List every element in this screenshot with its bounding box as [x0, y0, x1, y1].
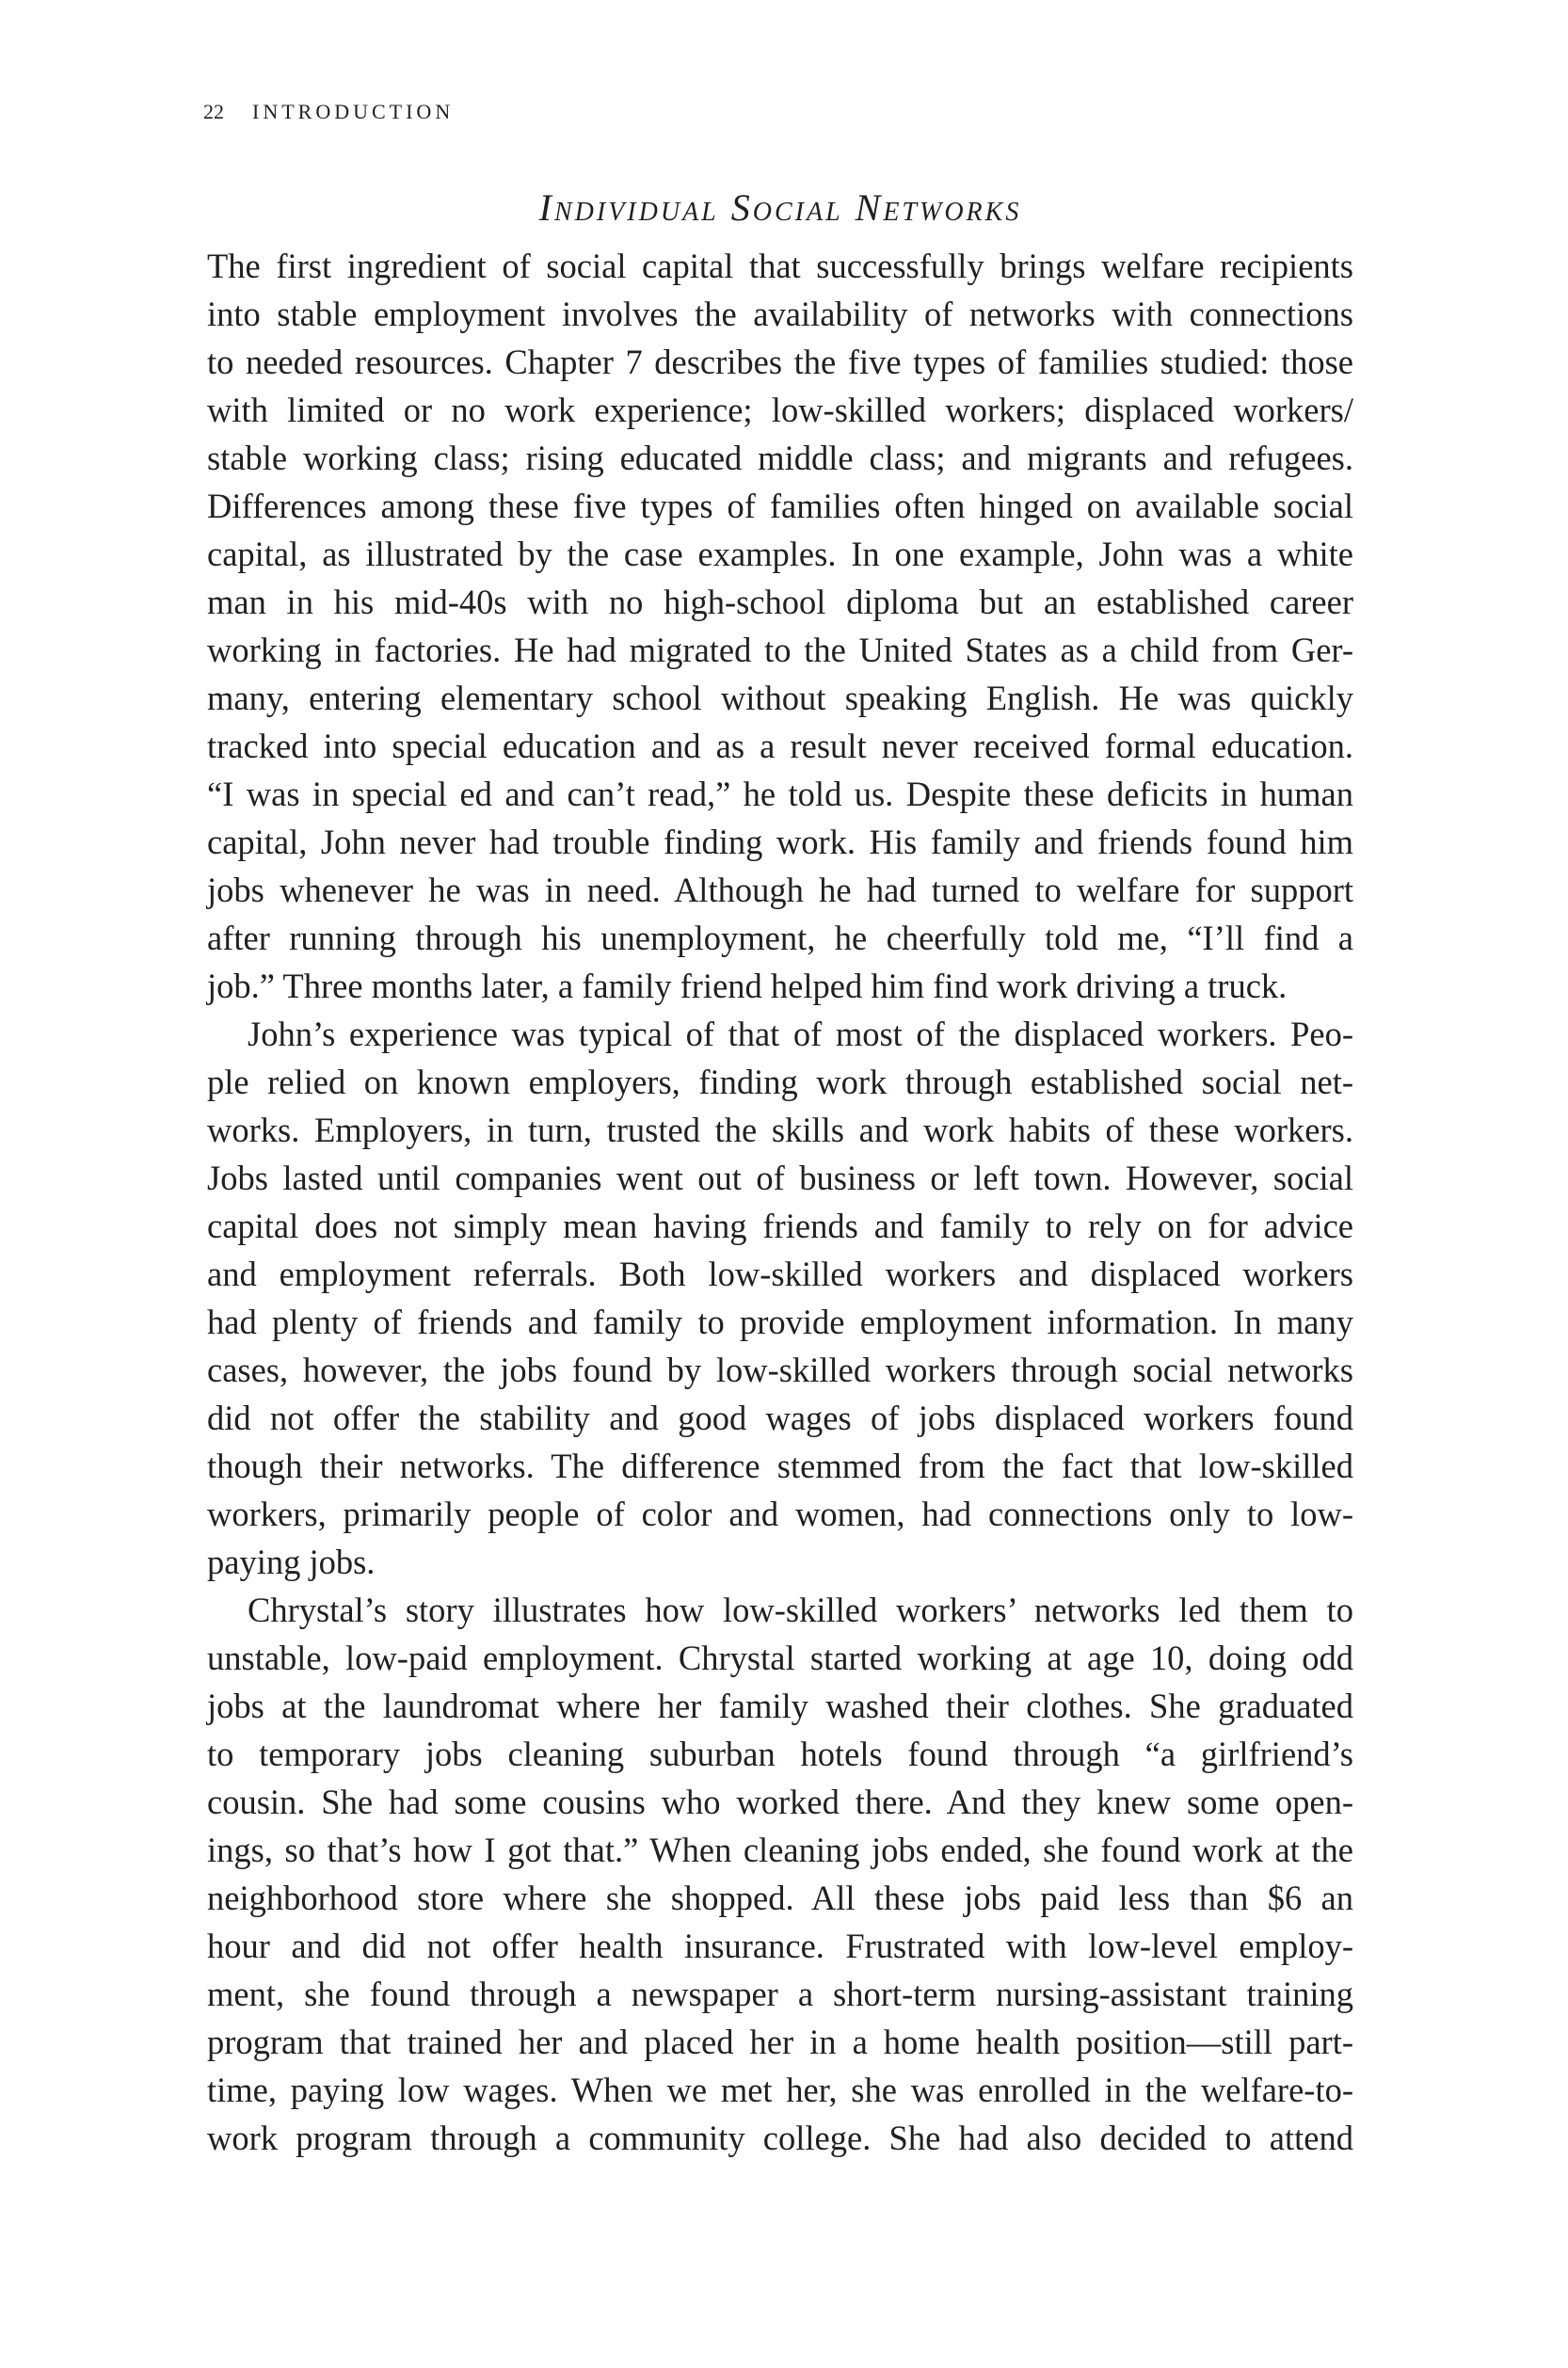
text-line: neighborhood store where she shopped. All these jobs paid less than $6 an	[207, 1879, 1353, 1917]
page-number: 22	[203, 100, 224, 123]
text-line: though their networks. The difference stemmed from the fact that low-skilled	[207, 1447, 1353, 1485]
text-line: cousin. She had some cousins who worked there. And they knew some open-	[207, 1783, 1353, 1821]
running-head	[203, 98, 454, 126]
text-line: hour and did not offer health insurance. Frustrated with low-level employ-	[207, 1927, 1353, 1965]
text-line: cases, however, the jobs found by low-skilled workers through social networks	[207, 1351, 1353, 1389]
text-line: ment, she found through a newspaper a short-term nursing-assistant training	[207, 1975, 1353, 2013]
text-line: and employment referrals. Both low-skilled workers and displaced workers	[207, 1255, 1353, 1293]
text-line: Chrystal’s story illustrates how low-skilled workers’ networks led them to	[248, 1591, 1353, 1629]
text-line: capital, as illustrated by the case examples. In one example, John was a white	[207, 535, 1353, 573]
text-line: many, entering elementary school without speaking English. He was quickly	[207, 679, 1353, 717]
paragraph-2	[207, 1010, 1353, 1586]
text-line: The first ingredient of social capital that successfully brings welfare recipients	[207, 247, 1353, 285]
paragraph-3	[207, 1586, 1353, 2162]
text-line: with limited or no work experience; low-skilled workers; displaced workers/	[207, 391, 1353, 429]
text-line: ings, so that’s how I got that.” When cleaning jobs ended, she found work at the	[207, 1831, 1353, 1869]
chapter-title: INTRODUCTION	[252, 100, 455, 123]
paragraph-1	[207, 242, 1353, 1010]
text-line: into stable employment involves the availability of networks with connections	[207, 295, 1353, 333]
text-line: Differences among these five types of families often hinged on available social	[207, 487, 1353, 525]
text-line: paying jobs.	[207, 1543, 376, 1581]
text-line: works. Employers, in turn, trusted the skills and work habits of these workers.	[207, 1111, 1353, 1149]
text-line: man in his mid-40s with no high-school diploma but an established career	[207, 583, 1353, 621]
text-line: Jobs lasted until companies went out of business or left town. However, social	[207, 1159, 1353, 1197]
text-line: working in factories. He had migrated to the United States as a child from Ger-	[207, 631, 1353, 669]
text-line: workers, primarily people of color and women, had connections only to low-	[207, 1495, 1353, 1533]
text-line: after running through his unemployment, he cheerfully told me, “I’ll find a	[207, 919, 1353, 957]
body-text	[207, 242, 1353, 2162]
text-line: program that trained her and placed her in a home health position—still part-	[207, 2023, 1353, 2061]
section-heading: Individual Social Networks	[538, 186, 1022, 229]
text-line: John’s experience was typical of that of most of the displaced workers. Peo-	[248, 1015, 1353, 1053]
text-line: time, paying low wages. When we met her, she was enrolled in the welfare-to-	[207, 2071, 1353, 2109]
text-line: “I was in special ed and can’t read,” he told us. Despite these deficits in human	[207, 775, 1353, 813]
text-line: jobs whenever he was in need. Although he had turned to welfare for support	[207, 871, 1353, 909]
text-line: ple relied on known employers, finding work through established social net-	[207, 1063, 1353, 1101]
text-line: jobs at the laundromat where her family washed their clothes. She graduated	[207, 1687, 1353, 1725]
text-line: stable working class; rising educated middle class; and migrants and refugees.	[207, 439, 1353, 477]
text-line: did not offer the stability and good wages of jobs displaced workers found	[207, 1399, 1353, 1437]
text-line: tracked into special education and as a result never received formal education.	[207, 727, 1353, 765]
text-line: unstable, low-paid employment. Chrystal started working at age 10, doing odd	[207, 1639, 1353, 1677]
text-line: job.” Three months later, a family friend helped him find work driving a truck.	[207, 967, 1288, 1005]
text-line: capital, John never had trouble finding work. His family and friends found him	[207, 823, 1353, 861]
text-line: to temporary jobs cleaning suburban hotels found through “a girlfriend’s	[207, 1735, 1353, 1773]
text-line: capital does not simply mean having friends and family to rely on for advice	[207, 1207, 1353, 1245]
text-line: work program through a community college. She had also decided to attend	[207, 2119, 1353, 2157]
text-line: to needed resources. Chapter 7 describes the five types of families studied: those	[207, 343, 1353, 381]
text-line: had plenty of friends and family to provide employment information. In many	[207, 1303, 1353, 1341]
